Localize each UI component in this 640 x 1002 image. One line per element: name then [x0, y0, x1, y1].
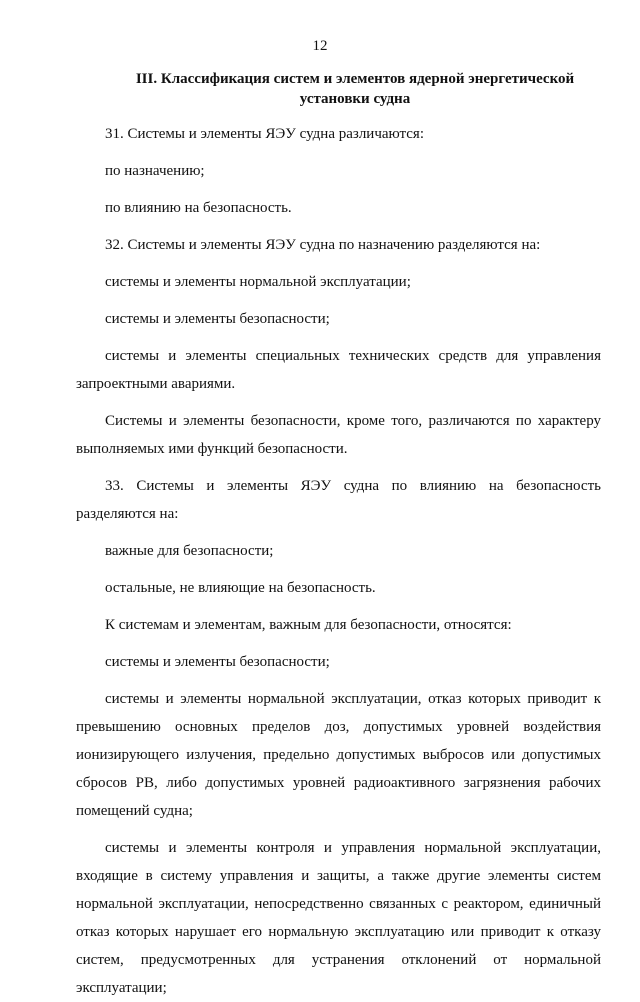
list-item-special-means: системы и элементы специальных технических средств для управления запроектными авариями. — [76, 348, 601, 392]
list-item-purpose: по назначению; — [105, 163, 205, 179]
section-heading-line-2: установки судна — [299, 91, 411, 107]
section-heading — [90, 69, 620, 109]
paragraph-31: 31. Системы и элементы ЯЭУ судна различаются: — [105, 126, 424, 142]
paragraph-safety-functions: Системы и элементы безопасности, кроме того, различаются по характеру выполняемых ими функций безопасности. — [76, 413, 601, 457]
paragraph-important-includes: К системам и элементам, важным для безопасности, относятся: — [105, 617, 512, 633]
page-number: 12 — [312, 38, 328, 54]
list-item-control-systems: системы и элементы контроля и управления нормальной эксплуатации, входящие в систему управления и защиты, а также другие элементы систем нормальной эксплуатации, непосредственно связанных с реактором, единичный отказ которых нарушает его нормальную эксплуатацию или приводит к отказу систем, предусмотренных для устранения отклонений от нормальной эксплуатации; — [76, 840, 601, 996]
section-heading-line-1: III. Классификация систем и элементов ядерной энергетической — [135, 71, 575, 87]
list-item-normal-operation: системы и элементы нормальной эксплуатации; — [105, 274, 411, 290]
paragraph-33: 33. Системы и элементы ЯЭУ судна по влиянию на безопасность разделяются на: — [76, 478, 601, 522]
list-item-other: остальные, не влияющие на безопасность. — [105, 580, 376, 596]
body-text — [76, 120, 601, 1002]
list-item-safety-systems: системы и элементы безопасности; — [105, 311, 330, 327]
list-item-normal-operation-failure: системы и элементы нормальной эксплуатации, отказ которых приводит к превышению основных пределов доз, допустимых уровней воздействия ионизирующего излучения, предельно допустимых выбросов или допустимых сбросов РВ, либо допустимых уровней радиоактивного загрязнения рабочих помещений судна; — [76, 691, 601, 819]
list-item-safety-impact: по влиянию на безопасность. — [105, 200, 292, 216]
list-item-important: важные для безопасности; — [105, 543, 274, 559]
list-item-safety-systems-2: системы и элементы безопасности; — [105, 654, 330, 670]
paragraph-32: 32. Системы и элементы ЯЭУ судна по назначению разделяются на: — [105, 237, 541, 253]
